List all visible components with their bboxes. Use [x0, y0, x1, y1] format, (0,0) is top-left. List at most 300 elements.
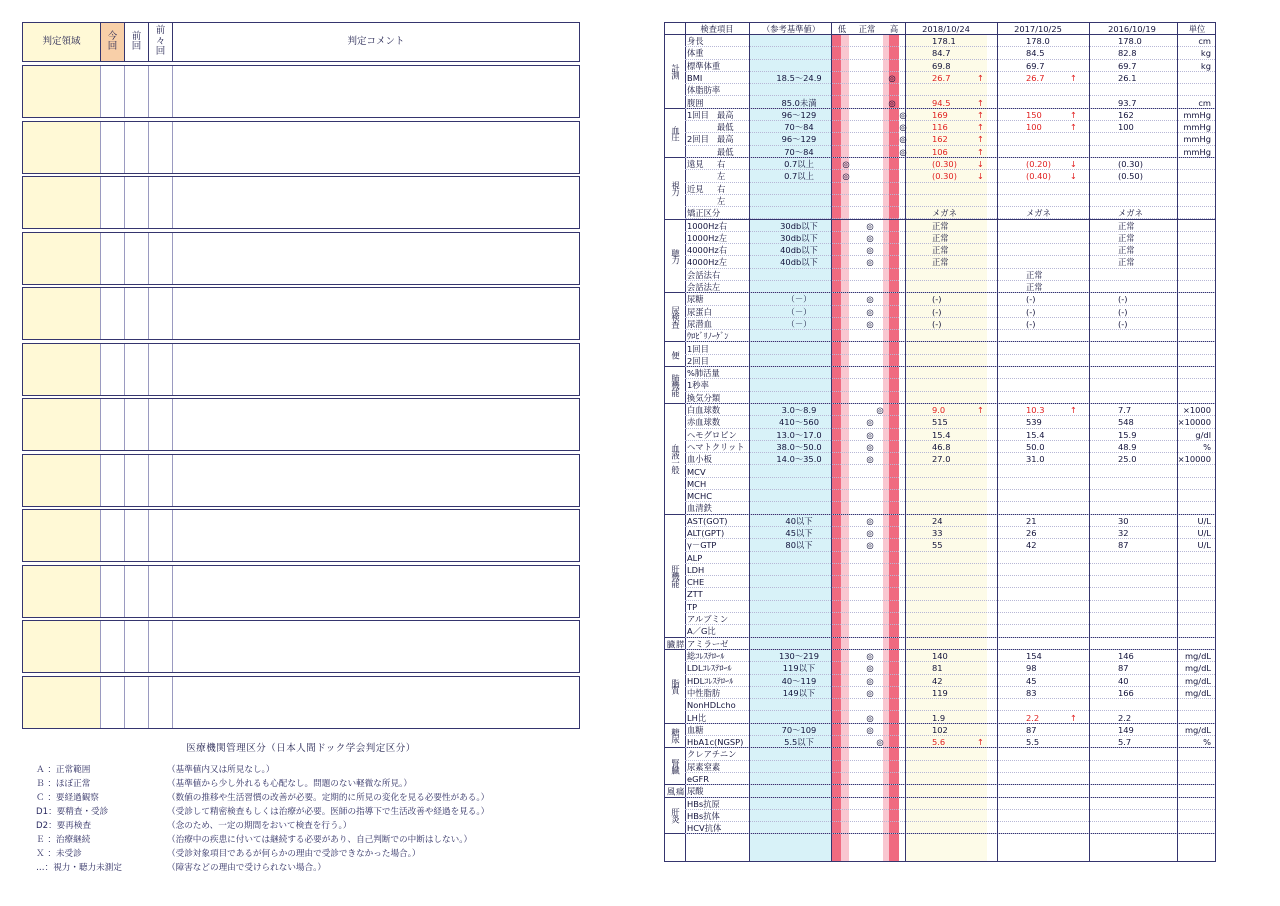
- section-label: 血液一般: [670, 444, 681, 474]
- reference-range: 13.0～17.0: [776, 429, 822, 440]
- judgment-row: [22, 176, 580, 229]
- result-row: [685, 466, 1215, 478]
- current-grade-cell[interactable]: [101, 510, 125, 561]
- reference-range: 149以下: [782, 687, 816, 698]
- legend-code: Ｘ ：未受診: [36, 849, 82, 859]
- test-item-name: アミラーゼ: [687, 638, 729, 649]
- result-unit: mmHg: [1183, 146, 1211, 157]
- result-2016: 7.7: [1118, 405, 1132, 415]
- test-sub-item: 最低: [717, 146, 734, 157]
- result-unit: g/dl: [1195, 429, 1211, 440]
- judgment-row: [22, 565, 580, 618]
- judgment-row: [22, 232, 580, 285]
- result-row: [685, 158, 1215, 170]
- judgment-area-cell[interactable]: [23, 455, 101, 506]
- results-sheet: [664, 22, 1216, 862]
- normal-range-mark: ◎: [899, 122, 907, 133]
- result-2018: 33: [932, 527, 943, 538]
- result-unit: cm: [1198, 97, 1211, 108]
- section-label: 肝機能: [670, 564, 681, 587]
- judgment-row: [22, 676, 580, 729]
- judgment-area-cell[interactable]: [23, 344, 101, 395]
- result-2018: メガネ: [932, 208, 957, 219]
- judgment-comment-cell[interactable]: [173, 66, 579, 117]
- test-item-name: LDLｺﾚｽﾃﾛｰﾙ: [687, 663, 732, 674]
- result-unit: mmHg: [1183, 134, 1211, 145]
- result-2018: 169: [932, 109, 948, 120]
- result-2018: 119: [932, 687, 948, 698]
- header-date-2: 2017/10/25: [1014, 24, 1062, 34]
- current-grade-cell[interactable]: [101, 66, 125, 117]
- judgment-comment-cell[interactable]: [173, 510, 579, 561]
- arrow-2018: ↑: [977, 405, 984, 415]
- judgment-row: [22, 343, 580, 396]
- result-2018: (-): [932, 294, 942, 305]
- arrow-2017: ↓: [1070, 171, 1077, 182]
- reference-range: 45以下: [785, 527, 813, 538]
- test-item-name: BMI: [687, 72, 703, 83]
- result-2017: 正常: [1026, 282, 1043, 292]
- result-2017: 84.5: [1026, 48, 1045, 59]
- normal-range-mark: ◎: [866, 454, 874, 465]
- result-2017: 26: [1026, 527, 1037, 538]
- judgment-comment-cell[interactable]: [173, 122, 579, 173]
- test-item-name: AST(GOT): [687, 515, 728, 526]
- judgment-area-cell[interactable]: [23, 233, 101, 284]
- result-2018: 正常: [932, 232, 949, 243]
- normal-range-mark: ◎: [876, 405, 884, 415]
- header-judgment-comment: 判定コメント: [347, 35, 405, 47]
- result-section: [665, 724, 1215, 749]
- current-grade-cell[interactable]: [101, 455, 125, 506]
- result-2017: (0.40): [1026, 171, 1051, 182]
- legend-code: D2：要再検査: [36, 821, 92, 831]
- test-item-name: ALT(GPT): [687, 527, 725, 538]
- result-row: [685, 47, 1215, 59]
- test-item-name: 赤血球数: [687, 417, 721, 428]
- result-2016: 26.1: [1118, 72, 1137, 83]
- result-2018: 26.7: [932, 72, 951, 83]
- normal-range-mark: ◎: [866, 675, 874, 686]
- test-item-name: 尿素窒素: [687, 761, 721, 772]
- result-2018: 27.0: [932, 454, 951, 465]
- reference-range: 96～129: [781, 109, 817, 120]
- previous-grade-cell: [125, 177, 149, 228]
- normal-range-mark: ◎: [866, 724, 874, 735]
- current-grade-cell[interactable]: [101, 122, 125, 173]
- result-unit: %: [1203, 737, 1211, 748]
- test-item-name: %肺活量: [687, 368, 720, 379]
- result-unit: kg: [1200, 48, 1211, 59]
- result-row: [685, 109, 1215, 121]
- result-2016: 40: [1118, 675, 1129, 686]
- judgment-comment-cell[interactable]: [173, 455, 579, 506]
- normal-range-mark: ◎: [866, 429, 874, 440]
- judgment-row: [22, 509, 580, 562]
- normal-range-mark: ◎: [866, 417, 874, 428]
- arrow-2018: ↓: [977, 159, 984, 169]
- result-unit: %: [1203, 441, 1211, 452]
- result-unit: mg/dL: [1184, 675, 1211, 686]
- result-row: [685, 121, 1215, 133]
- test-sub-item: 左: [717, 195, 726, 206]
- result-row: [685, 355, 1215, 367]
- result-2018: 9.0: [932, 405, 946, 415]
- result-2017: (-): [1026, 294, 1036, 305]
- result-2016: 100: [1118, 122, 1134, 133]
- result-2016: 146: [1118, 651, 1134, 661]
- result-unit: ×10000: [1177, 454, 1211, 465]
- result-row: [685, 207, 1215, 219]
- judgment-comment-cell[interactable]: [173, 399, 579, 450]
- arrow-2017: ↑: [1070, 109, 1077, 120]
- normal-range-mark: ◎: [866, 663, 874, 674]
- test-item-name: LDH: [687, 564, 705, 575]
- test-item-name: 白血球数: [687, 405, 721, 415]
- current-grade-cell[interactable]: [101, 399, 125, 450]
- test-item-name: 1回目: [687, 343, 709, 354]
- before-previous-grade-cell: [149, 399, 173, 450]
- judgment-area-cell[interactable]: [23, 177, 101, 228]
- result-2017: 87: [1026, 724, 1037, 735]
- normal-range-mark: ◎: [866, 318, 874, 329]
- legend-description: （受診して精密検査もしくは治療が必要。医師の指導下で生活改善や経過を見る。）: [167, 807, 490, 817]
- result-2017: (-): [1026, 306, 1036, 317]
- judgment-area-cell[interactable]: [23, 122, 101, 173]
- results-body: [665, 35, 1215, 861]
- test-item-name: 2回目: [687, 134, 709, 145]
- previous-grade-cell: [125, 66, 149, 117]
- current-grade-cell[interactable]: [101, 344, 125, 395]
- judgment-area-cell[interactable]: [23, 510, 101, 561]
- reference-range: 3.0～8.9: [781, 405, 817, 415]
- test-item-name: MCV: [687, 466, 706, 477]
- test-item-name: 会話法右: [687, 269, 721, 280]
- arrow-2018: ↑: [977, 737, 984, 748]
- arrow-2017: ↑: [1070, 122, 1077, 133]
- test-sub-item: 右: [717, 159, 726, 169]
- judgment-row: [22, 121, 580, 174]
- current-grade-cell[interactable]: [101, 177, 125, 228]
- arrow-2018: ↑: [977, 134, 984, 145]
- result-row: [685, 256, 1215, 268]
- result-2016: 548: [1118, 417, 1134, 428]
- result-2017: 154: [1026, 651, 1042, 661]
- result-section: [665, 798, 1215, 835]
- current-grade-cell[interactable]: [101, 677, 125, 728]
- result-2016: 82.8: [1118, 48, 1137, 59]
- judgment-comment-cell[interactable]: [173, 344, 579, 395]
- before-previous-grade-cell: [149, 122, 173, 173]
- result-row: [685, 72, 1215, 84]
- judgment-area-cell[interactable]: [23, 621, 101, 672]
- legend-code: …：視力・聴力未測定: [36, 863, 122, 873]
- arrow-2017: ↑: [1070, 712, 1077, 723]
- reference-range: 70～84: [784, 146, 814, 157]
- legend-row: [22, 846, 580, 860]
- judgment-area-cell[interactable]: [23, 677, 101, 728]
- result-2016: 30: [1118, 515, 1129, 526]
- result-2018: (0.30): [932, 159, 957, 169]
- result-section: [665, 515, 1215, 638]
- test-item-name: 尿糖: [687, 294, 704, 305]
- result-row: [685, 195, 1215, 207]
- section-label: 血圧: [670, 125, 681, 141]
- judgment-sheet: [22, 22, 580, 873]
- normal-range-mark: ◎: [866, 232, 874, 243]
- before-previous-grade-cell: [149, 66, 173, 117]
- reference-range: 5.5以下: [784, 737, 814, 748]
- test-item-name: 中性脂肪: [687, 687, 721, 698]
- reference-range: 70～109: [781, 724, 817, 735]
- result-row: [685, 367, 1215, 379]
- result-2016: (-): [1118, 294, 1128, 305]
- normal-range-mark: ◎: [842, 159, 850, 169]
- legend-description: （数値の推移や生活習慣の改善が必要。定期的に所見の変化を見る必要性がある。）: [167, 793, 490, 803]
- previous-grade-cell: [125, 122, 149, 173]
- result-row: [685, 638, 1215, 650]
- result-section: [665, 404, 1215, 515]
- reference-range: 119以下: [782, 663, 816, 674]
- test-item-name: HBs抗原: [687, 798, 720, 809]
- normal-range-mark: ◎: [899, 109, 907, 120]
- section-label: 尿検査: [670, 306, 681, 329]
- result-row: [685, 687, 1215, 699]
- before-previous-grade-cell: [149, 566, 173, 617]
- previous-grade-cell: [125, 399, 149, 450]
- current-grade-cell[interactable]: [101, 566, 125, 617]
- result-row: [685, 404, 1215, 416]
- arrow-2018: ↑: [977, 72, 984, 83]
- normal-range-mark: ◎: [876, 737, 884, 748]
- result-section: [665, 748, 1215, 785]
- judgment-comment-cell[interactable]: [173, 621, 579, 672]
- test-item-name: 尿酸: [687, 786, 704, 797]
- test-item-name: 4000Hz右: [687, 245, 728, 256]
- result-section: [665, 650, 1215, 724]
- result-2017: 98: [1026, 663, 1037, 674]
- legend-row: [22, 776, 580, 790]
- result-2018: 94.5: [932, 97, 951, 108]
- result-row: [685, 35, 1215, 47]
- legend-rows: [22, 762, 580, 874]
- test-item-name: 4000Hz左: [687, 257, 728, 268]
- section-label: 便: [670, 350, 681, 358]
- judgment-row: [22, 65, 580, 118]
- previous-grade-cell: [125, 344, 149, 395]
- result-row: [685, 601, 1215, 613]
- previous-grade-cell: [125, 621, 149, 672]
- judgment-area-cell[interactable]: [23, 399, 101, 450]
- classification-legend: [22, 740, 580, 874]
- result-2016: (-): [1118, 306, 1128, 317]
- test-item-name: MCHC: [687, 491, 712, 502]
- result-2018: 24: [932, 515, 943, 526]
- result-2018: 42: [932, 675, 943, 686]
- result-unit: cm: [1198, 36, 1211, 46]
- test-item-name: CHE: [687, 577, 705, 588]
- section-label: 膵臓: [666, 639, 686, 647]
- result-row: [685, 281, 1215, 293]
- judgment-area-cell[interactable]: [23, 288, 101, 339]
- normal-range-mark: ◎: [866, 257, 874, 268]
- judgment-row: [22, 398, 580, 451]
- result-row: [685, 785, 1215, 797]
- result-unit: ×10000: [1177, 417, 1211, 428]
- previous-grade-cell: [125, 233, 149, 284]
- result-section: [665, 35, 1215, 109]
- previous-grade-cell: [125, 288, 149, 339]
- before-previous-grade-cell: [149, 288, 173, 339]
- test-item-name: 総ｺﾚｽﾃﾛｰﾙ: [687, 651, 725, 661]
- section-label: 肺機能: [670, 374, 681, 396]
- result-row: [685, 97, 1215, 109]
- result-2017: 150: [1026, 109, 1042, 120]
- judgment-comment-cell[interactable]: [173, 566, 579, 617]
- result-2018: 178.1: [932, 36, 956, 46]
- result-2017: 100: [1026, 122, 1042, 133]
- test-item-name: 2回目: [687, 355, 709, 366]
- normal-range-mark: ◎: [899, 146, 907, 157]
- result-2018: (-): [932, 306, 942, 317]
- test-item-name: 身長: [687, 36, 704, 46]
- test-item-name: MCH: [687, 478, 707, 489]
- judgment-table-header: [22, 22, 580, 62]
- result-2016: (0.30): [1118, 159, 1143, 169]
- result-2018: 1.9: [932, 712, 946, 723]
- result-2016: 5.7: [1118, 737, 1132, 748]
- result-section: [665, 109, 1215, 158]
- result-2018: 正常: [932, 257, 949, 268]
- test-item-name: HCV抗体: [687, 823, 722, 834]
- result-2016: 69.7: [1118, 60, 1137, 71]
- reference-range: 96～129: [781, 134, 817, 145]
- judgment-comment-cell[interactable]: [173, 677, 579, 728]
- result-2016: 32: [1118, 527, 1129, 538]
- result-2018: 5.6: [932, 737, 946, 748]
- legend-code: Ｂ ：ほぼ正常: [36, 779, 91, 789]
- result-2016: 178.0: [1118, 36, 1142, 46]
- current-grade-cell[interactable]: [101, 621, 125, 672]
- result-row: [685, 748, 1215, 760]
- reference-range: 80以下: [785, 540, 813, 551]
- result-2018: (0.30): [932, 171, 957, 182]
- result-2016: 15.9: [1118, 429, 1137, 440]
- header-judgment-area: 判定領域: [23, 23, 101, 61]
- current-grade-cell[interactable]: [101, 288, 125, 339]
- result-unit: mmHg: [1183, 122, 1211, 133]
- result-2018: 515: [932, 417, 948, 428]
- result-row: [685, 60, 1215, 72]
- before-previous-grade-cell: [149, 455, 173, 506]
- result-2016: 162: [1118, 109, 1134, 120]
- section-label: 視力: [670, 180, 681, 196]
- result-2018: 162: [932, 134, 948, 145]
- result-section: [665, 293, 1215, 342]
- test-item-name: ヘモグロビン: [687, 429, 737, 440]
- section-label: 聴力: [670, 248, 681, 264]
- header-before-previous: 前 々 回: [149, 23, 173, 61]
- result-2018: 102: [932, 724, 948, 735]
- test-item-name: HDLｺﾚｽﾃﾛｰﾙ: [687, 675, 734, 686]
- section-label: 糖尿: [670, 728, 681, 743]
- result-row: [685, 539, 1215, 551]
- judgment-area-cell[interactable]: [23, 66, 101, 117]
- current-grade-cell[interactable]: [101, 233, 125, 284]
- test-item-name: 1000Hz右: [687, 220, 728, 231]
- test-item-name: ｳﾛﾋﾞﾘﾉｰｹﾞﾝ: [687, 331, 729, 342]
- before-previous-grade-cell: [149, 677, 173, 728]
- result-2016: 87: [1118, 540, 1129, 551]
- judgment-row: [22, 620, 580, 673]
- arrow-2018: ↑: [977, 146, 984, 157]
- test-item-name: HbA1c(NGSP): [687, 737, 744, 748]
- result-2017: (0.20): [1026, 159, 1051, 169]
- result-row: [685, 343, 1215, 355]
- result-unit: U/L: [1197, 527, 1211, 538]
- result-row: [685, 183, 1215, 195]
- result-2016: メガネ: [1118, 208, 1143, 219]
- judgment-comment-cell[interactable]: [173, 233, 579, 284]
- result-2016: 149: [1118, 724, 1134, 735]
- judgment-comment-cell[interactable]: [173, 288, 579, 339]
- reference-range: 70～84: [784, 122, 814, 133]
- test-item-name: 近見: [687, 183, 704, 194]
- result-row: [685, 416, 1215, 428]
- result-row: [685, 318, 1215, 330]
- judgment-comment-cell[interactable]: [173, 177, 579, 228]
- result-2016: 正常: [1118, 220, 1135, 231]
- reference-range: （－）: [786, 318, 812, 329]
- test-item-name: 換気分類: [687, 392, 721, 403]
- result-2016: 正常: [1118, 232, 1135, 243]
- normal-range-mark: ◎: [866, 441, 874, 452]
- result-row: [685, 515, 1215, 527]
- result-row: [685, 293, 1215, 305]
- reference-range: 38.0～50.0: [776, 441, 822, 452]
- legend-row: [22, 804, 580, 818]
- test-item-name: 血清鉄: [687, 503, 712, 514]
- result-unit: mmHg: [1183, 109, 1211, 120]
- result-row: [685, 133, 1215, 145]
- section-label: 腎臓: [670, 759, 681, 774]
- test-item-name: eGFR: [687, 773, 710, 784]
- test-item-name: γ－GTP: [687, 540, 717, 551]
- result-row: [685, 244, 1215, 256]
- normal-range-mark: ◎: [888, 72, 896, 83]
- test-item-name: 会話法左: [687, 282, 721, 292]
- legend-row: [22, 790, 580, 804]
- result-unit: mg/dL: [1184, 724, 1211, 735]
- result-2016: (0.50): [1118, 171, 1143, 182]
- result-row: [685, 453, 1215, 465]
- test-item-name: NonHDLcho: [687, 700, 736, 711]
- result-2018: 81: [932, 663, 943, 674]
- result-2017: 45: [1026, 675, 1037, 686]
- legend-row: [22, 762, 580, 776]
- test-item-name: 体脂肪率: [687, 85, 721, 96]
- judgment-row: [22, 454, 580, 507]
- normal-range-mark: ◎: [866, 687, 874, 698]
- result-2018: 116: [932, 122, 948, 133]
- legend-row: [22, 818, 580, 832]
- reference-range: 0.7以上: [784, 159, 814, 169]
- judgment-area-cell[interactable]: [23, 566, 101, 617]
- normal-range-mark: ◎: [842, 171, 850, 182]
- result-row: [685, 810, 1215, 822]
- normal-range-mark: ◎: [899, 134, 907, 145]
- result-row: [685, 650, 1215, 662]
